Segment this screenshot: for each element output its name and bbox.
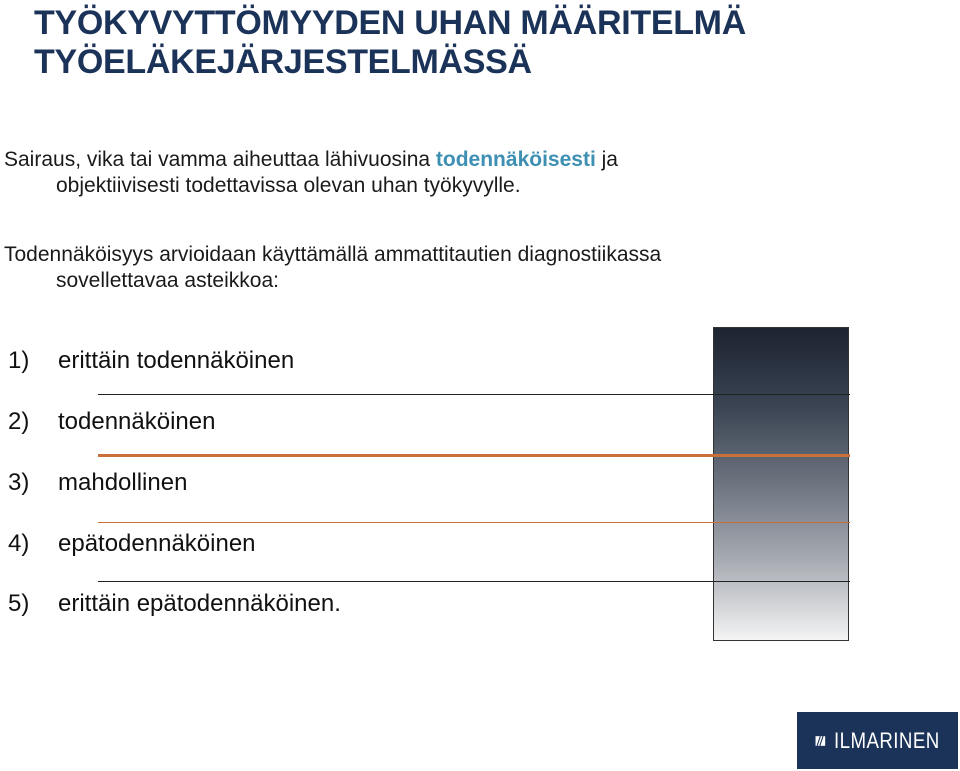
scale-item-label: erittäin epätodennäköinen. bbox=[58, 590, 341, 617]
assessment-line-1: Todennäköisyys arvioidaan käyttämällä ammattitautien diagnostiikassa bbox=[4, 243, 662, 266]
slide-title-line-1: TYÖKYVYTTÖMYYDEN UHAN MÄÄRITELMÄ bbox=[34, 4, 746, 42]
definition-text-after: ja bbox=[595, 148, 618, 171]
slide-title-line-2: TYÖELÄKEJÄRJESTELMÄSSÄ bbox=[34, 43, 532, 81]
ilmarinen-logo-text: ILMARINEN bbox=[833, 727, 940, 753]
scale-item-number: 2) bbox=[8, 408, 30, 435]
probability-gradient-bar bbox=[713, 327, 849, 641]
assessment-paragraph bbox=[4, 242, 924, 294]
scale-item-label: erittäin todennäköinen bbox=[58, 347, 295, 374]
scale-item-number: 4) bbox=[8, 530, 30, 557]
scale-item-label: todennäköinen bbox=[58, 408, 216, 435]
definition-line-2: objektiivisesti todettavissa olevan uhan työkyvylle. bbox=[56, 174, 521, 197]
definition-line-1 bbox=[4, 147, 924, 173]
assessment-line-2: sovellettavaa asteikkoa: bbox=[56, 269, 279, 292]
scale-item-label: epätodennäköinen bbox=[58, 530, 256, 557]
ilmarinen-logo bbox=[797, 712, 958, 769]
scale-item-2 bbox=[8, 408, 215, 436]
definition-highlight: todennäköisesti bbox=[435, 148, 596, 171]
scale-divider-1 bbox=[98, 394, 850, 395]
scale-item-1 bbox=[8, 347, 294, 375]
definition-paragraph bbox=[4, 147, 924, 199]
scale-item-5 bbox=[8, 590, 341, 618]
scale-item-4 bbox=[8, 530, 256, 558]
scale-divider-3-accent bbox=[98, 522, 850, 523]
scale-item-label: mahdollinen bbox=[58, 469, 188, 496]
definition-text-before: Sairaus, vika tai vamma aiheuttaa lähivuosina bbox=[4, 148, 436, 171]
scale-item-number: 1) bbox=[8, 347, 30, 374]
scale-divider-2-accent bbox=[98, 454, 850, 457]
scale-item-3 bbox=[8, 469, 187, 497]
scale-item-number: 5) bbox=[8, 590, 30, 617]
scale-divider-4 bbox=[98, 581, 850, 582]
scale-item-number: 3) bbox=[8, 469, 30, 496]
ilmarinen-logo-icon bbox=[815, 731, 826, 751]
slide-title bbox=[34, 4, 934, 82]
